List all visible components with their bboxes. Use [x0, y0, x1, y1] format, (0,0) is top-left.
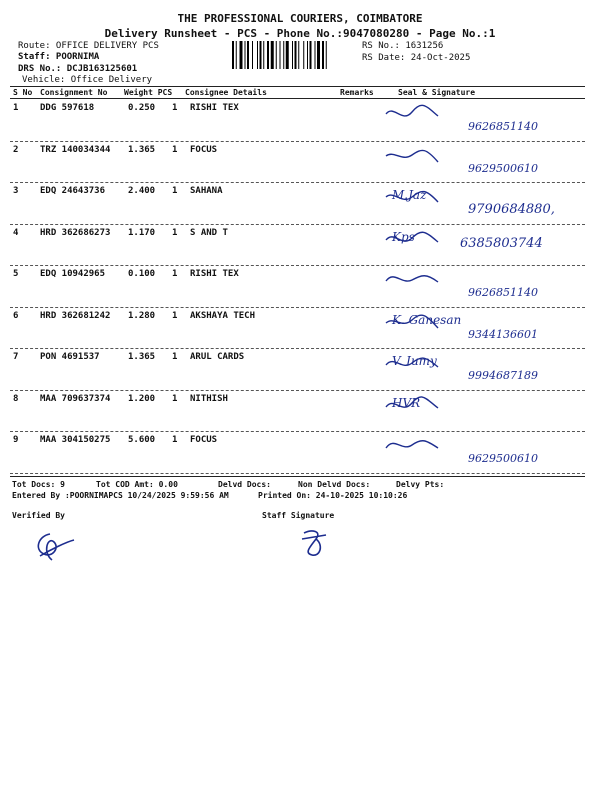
printed-on: Printed On: 24-10-2025 10:10:26	[258, 491, 408, 500]
signature-name: Kps	[392, 229, 415, 244]
row-sno: 1	[13, 103, 19, 113]
staff-signature-mark	[296, 525, 336, 559]
table-row	[10, 225, 585, 267]
runsheet-subtitle: Delivery Runsheet - PCS - Phone No.:9047080280 - Page No.:1	[104, 27, 496, 40]
row-consignment-no: HRD 362681242	[40, 310, 111, 321]
col-sno: S No	[13, 88, 33, 97]
signature-phone: 9994687189	[468, 369, 538, 382]
barcode-bar	[252, 41, 253, 69]
table-row	[10, 432, 585, 474]
row-pcs: 1	[172, 435, 178, 445]
row-weight: 1.365	[128, 144, 156, 155]
barcode-bar	[298, 41, 299, 69]
verified-by-label: Verified By	[12, 511, 65, 520]
row-weight: 1.170	[128, 227, 156, 238]
col-consignment: Consignment No	[40, 88, 108, 97]
row-consignment-no: EDQ 24643736	[40, 186, 106, 196]
drs-number: DRS No.: DCJB163125601	[18, 64, 138, 74]
verified-by-signature	[30, 528, 80, 568]
barcode-bar	[260, 41, 262, 69]
signature-name: V. Iumy	[392, 354, 437, 368]
signature-stroke	[386, 105, 438, 116]
table-row	[10, 100, 585, 142]
handwritten-signature	[380, 225, 590, 265]
signature-phone: 9626851140	[468, 286, 538, 299]
table-row	[10, 308, 585, 350]
staff-signature-label: Staff Signature	[262, 511, 335, 520]
col-remarks: Remarks	[340, 88, 374, 97]
table-row	[10, 266, 585, 308]
row-weight: 2.400	[128, 186, 156, 196]
barcode-bar	[271, 41, 274, 69]
handwritten-signature	[380, 432, 590, 472]
row-consignment-no: DDG 597618	[40, 103, 95, 113]
row-weight: 0.250	[128, 103, 156, 113]
header-bottom-rule	[10, 98, 585, 99]
row-sno: 2	[13, 144, 19, 155]
handwritten-signature	[380, 142, 590, 182]
signature-stroke	[386, 276, 438, 282]
barcode	[232, 41, 356, 69]
row-sno: 3	[13, 186, 19, 196]
barcode-bar	[292, 41, 293, 69]
handwritten-signature	[380, 349, 590, 389]
barcode-bar	[283, 41, 284, 69]
table-row	[10, 349, 585, 391]
vehicle-label: Vehicle: Office Delivery	[22, 75, 153, 85]
signature-name: HVR	[392, 395, 421, 410]
staff-label: Staff: POORNIMA	[18, 52, 100, 62]
col-seal-signature: Seal & Signature	[398, 88, 476, 97]
barcode-bar	[280, 41, 281, 69]
barcode-bar	[263, 41, 264, 69]
row-consignment-no: EDQ 10942965	[40, 269, 106, 279]
barcode-bar	[286, 41, 289, 69]
row-consignee: RISHI TEX	[190, 103, 239, 113]
tot-cod-amt: Tot COD Amt: 0.00	[96, 480, 178, 489]
barcode-bar	[245, 41, 246, 69]
barcode-bar	[247, 41, 249, 69]
row-consignee: SAHANA	[190, 186, 223, 196]
row-consignee: FOCUS	[190, 144, 218, 155]
col-weight-pcs: Weight PCS	[124, 88, 173, 97]
row-consignee: NITHISH	[190, 393, 228, 404]
company-title: THE PROFESSIONAL COURIERS, COIMBATORE	[177, 12, 423, 25]
delvd-docs: Delvd Docs:	[218, 480, 271, 489]
barcode-bar	[240, 41, 243, 69]
signature-stroke	[386, 441, 438, 448]
row-consignee: AKSHAYA TECH	[190, 310, 256, 321]
barcode-bar	[276, 41, 277, 69]
table-row	[10, 391, 585, 433]
row-consignee: RISHI TEX	[190, 269, 239, 279]
row-pcs: 1	[172, 269, 178, 279]
handwritten-signature	[380, 183, 590, 223]
row-sno: 4	[13, 227, 19, 238]
col-consignee: Consignee Details	[185, 88, 267, 97]
barcode-bar	[322, 41, 324, 69]
signature-name: M.Jaz	[392, 188, 427, 202]
signature-phone: 9626851140	[468, 120, 538, 133]
barcode-bar	[236, 41, 237, 69]
signature-phone: 6385803744	[460, 235, 543, 251]
rs-date: RS Date: 24-Oct-2025	[362, 53, 471, 63]
row-pcs: 1	[172, 393, 178, 404]
barcode-bar	[232, 41, 234, 69]
handwritten-signature	[380, 100, 590, 140]
row-separator	[10, 473, 585, 474]
barcode-bar	[307, 41, 308, 69]
row-sno: 6	[13, 310, 19, 321]
row-weight: 1.200	[128, 393, 156, 404]
row-weight: 0.100	[128, 269, 156, 279]
row-consignment-no: HRD 362686273	[40, 227, 111, 238]
row-sno: 5	[13, 269, 19, 279]
table-row	[10, 183, 585, 225]
signature-name: K. Ganesan	[392, 312, 462, 327]
route-label: Route: OFFICE DELIVERY PCS	[18, 41, 159, 51]
row-consignee: ARUL CARDS	[190, 352, 245, 362]
row-consignment-no: MAA 304150275	[40, 435, 111, 445]
signature-phone: 9629500610	[468, 161, 538, 175]
row-pcs: 1	[172, 227, 178, 238]
row-consignment-no: PON 4691537	[40, 352, 100, 362]
barcode-bar	[303, 41, 304, 69]
handwritten-signature	[380, 391, 590, 431]
handwritten-signature	[380, 308, 590, 348]
entered-by: Entered By :POORNIMAPCS 10/24/2025 9:59:56 AM	[12, 491, 229, 500]
tot-docs: Tot Docs: 9	[12, 480, 65, 489]
barcode-bar	[315, 41, 316, 69]
signature-phone: 9629500610	[468, 452, 538, 465]
row-weight: 5.600	[128, 435, 156, 445]
barcode-bar	[326, 41, 327, 69]
row-weight: 1.365	[128, 352, 156, 362]
signature-phone: 9344136601	[468, 327, 538, 341]
row-pcs: 1	[172, 186, 178, 196]
header-top-rule	[10, 86, 585, 87]
barcode-bar	[257, 41, 258, 69]
row-pcs: 1	[172, 310, 178, 321]
row-pcs: 1	[172, 144, 178, 155]
row-weight: 1.280	[128, 310, 156, 321]
footer-rule	[10, 476, 585, 477]
signature-phone: 9790684880,	[468, 202, 555, 217]
signature-stroke	[386, 150, 438, 162]
non-delvd-docs: Non Delvd Docs:	[298, 480, 371, 489]
row-consignee: FOCUS	[190, 435, 218, 445]
row-consignment-no: TRZ 140034344	[40, 144, 111, 155]
rs-number: RS No.: 1631256	[362, 41, 444, 51]
row-pcs: 1	[172, 352, 178, 362]
row-sno: 7	[13, 352, 19, 362]
delvy-pts: Delvy Pts:	[396, 480, 445, 489]
barcode-bar	[317, 41, 320, 69]
barcode-bar	[310, 41, 312, 69]
row-pcs: 1	[172, 103, 178, 113]
row-sno: 8	[13, 393, 19, 404]
row-consignee: S AND T	[190, 227, 228, 238]
row-consignment-no: MAA 709637374	[40, 393, 111, 404]
row-sno: 9	[13, 435, 19, 445]
barcode-bar	[267, 41, 269, 69]
handwritten-signature	[380, 266, 590, 306]
table-row	[10, 142, 585, 184]
barcode-bar	[295, 41, 297, 69]
